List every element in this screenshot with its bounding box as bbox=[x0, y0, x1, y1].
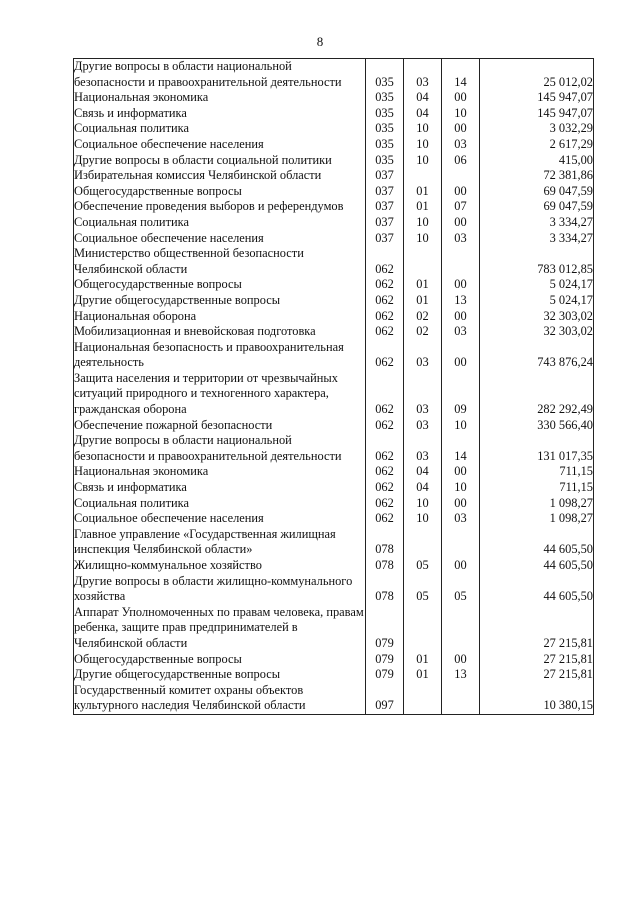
row-amount: 3 032,29 bbox=[480, 121, 594, 137]
row-amount: 711,15 bbox=[480, 464, 594, 480]
row-name: Социальная политика bbox=[74, 215, 366, 231]
table-row bbox=[74, 480, 594, 496]
row-code: 078 bbox=[366, 574, 404, 605]
row-amount: 69 047,59 bbox=[480, 199, 594, 215]
row-code: 062 bbox=[366, 371, 404, 418]
row-amount: 72 381,86 bbox=[480, 168, 594, 184]
row-section: 02 bbox=[404, 309, 442, 325]
row-subsection: 13 bbox=[442, 667, 480, 683]
row-amount: 32 303,02 bbox=[480, 309, 594, 325]
row-name: Национальная безопасность и правоохранительная деятельность bbox=[74, 340, 366, 371]
row-subsection bbox=[442, 605, 480, 652]
row-subsection: 00 bbox=[442, 340, 480, 371]
row-section bbox=[404, 168, 442, 184]
row-name: Аппарат Уполномоченных по правам человека, правам ребенка, защите прав предпринимателей в Челябинской области bbox=[74, 604, 364, 650]
row-name: Национальная экономика bbox=[74, 90, 366, 106]
row-amount: 1 098,27 bbox=[480, 496, 594, 512]
row-subsection: 03 bbox=[442, 231, 480, 247]
table-row bbox=[74, 121, 594, 137]
row-amount: 2 617,29 bbox=[480, 137, 594, 153]
row-subsection: 14 bbox=[442, 433, 480, 464]
row-section: 03 bbox=[404, 59, 442, 91]
row-code: 062 bbox=[366, 309, 404, 325]
row-amount: 3 334,27 bbox=[480, 215, 594, 231]
table-row bbox=[74, 371, 594, 418]
row-name: Социальная политика bbox=[74, 496, 366, 512]
row-section: 05 bbox=[404, 558, 442, 574]
table-row bbox=[74, 59, 594, 91]
row-subsection: 00 bbox=[442, 121, 480, 137]
row-amount: 10 380,15 bbox=[480, 683, 594, 715]
table-row bbox=[74, 293, 594, 309]
row-section: 04 bbox=[404, 480, 442, 496]
row-code: 079 bbox=[366, 652, 404, 668]
row-amount: 3 334,27 bbox=[480, 231, 594, 247]
row-code: 037 bbox=[366, 231, 404, 247]
table-row bbox=[74, 168, 594, 184]
row-name: Другие вопросы в области жилищно-коммунального хозяйства bbox=[74, 574, 366, 605]
row-subsection bbox=[442, 527, 480, 558]
row-name: Другие общегосударственные вопросы bbox=[74, 667, 366, 683]
row-subsection: 10 bbox=[442, 480, 480, 496]
table-row bbox=[74, 137, 594, 153]
row-amount: 5 024,17 bbox=[480, 293, 594, 309]
row-name: Защита населения и территории от чрезвычайных ситуаций природного и техногенного характера, гражданская оборона bbox=[74, 371, 366, 418]
page-number: 8 bbox=[316, 34, 324, 49]
row-name: Социальное обеспечение населения bbox=[74, 231, 366, 247]
row-amount: 27 215,81 bbox=[480, 667, 594, 683]
row-amount: 27 215,81 bbox=[480, 605, 594, 652]
row-subsection: 05 bbox=[442, 574, 480, 605]
row-code: 062 bbox=[366, 293, 404, 309]
row-subsection: 03 bbox=[442, 324, 480, 340]
row-subsection: 00 bbox=[442, 652, 480, 668]
row-subsection: 10 bbox=[442, 418, 480, 434]
row-section: 04 bbox=[404, 106, 442, 122]
row-subsection: 06 bbox=[442, 153, 480, 169]
table-row bbox=[74, 433, 594, 464]
row-amount: 415,00 bbox=[480, 153, 594, 169]
row-amount: 282 292,49 bbox=[480, 371, 594, 418]
row-name: Национальная экономика bbox=[74, 464, 366, 480]
row-amount: 783 012,85 bbox=[480, 246, 594, 277]
row-amount: 44 605,50 bbox=[480, 574, 594, 605]
row-name: Государственный комитет охраны объектов культурного наследия Челябинской области bbox=[74, 683, 366, 715]
row-section bbox=[404, 683, 442, 715]
row-amount: 27 215,81 bbox=[480, 652, 594, 668]
table-row bbox=[74, 527, 594, 558]
row-section: 03 bbox=[404, 433, 442, 464]
row-section bbox=[404, 246, 442, 277]
table-row bbox=[74, 153, 594, 169]
row-name: Министерство общественной безопасности Челябинской области bbox=[74, 246, 366, 277]
row-section bbox=[404, 527, 442, 558]
table-row bbox=[74, 511, 594, 527]
table-row bbox=[74, 574, 594, 605]
row-section: 01 bbox=[404, 667, 442, 683]
row-subsection: 00 bbox=[442, 309, 480, 325]
row-subsection: 00 bbox=[442, 90, 480, 106]
row-code: 097 bbox=[366, 683, 404, 715]
row-subsection bbox=[442, 246, 480, 277]
row-section: 01 bbox=[404, 652, 442, 668]
row-name: Социальное обеспечение населения bbox=[74, 511, 366, 527]
row-section: 10 bbox=[404, 153, 442, 169]
row-subsection: 10 bbox=[442, 106, 480, 122]
row-amount: 330 566,40 bbox=[480, 418, 594, 434]
row-code: 078 bbox=[366, 527, 404, 558]
row-amount: 131 017,35 bbox=[480, 433, 594, 464]
row-subsection: 07 bbox=[442, 199, 480, 215]
row-name: Другие вопросы в области национальной безопасности и правоохранительной деятельности bbox=[74, 433, 366, 464]
row-code: 079 bbox=[366, 605, 404, 652]
table-row bbox=[74, 90, 594, 106]
row-code: 037 bbox=[366, 184, 404, 200]
row-name: Избирательная комиссия Челябинской области bbox=[74, 168, 366, 184]
row-amount: 1 098,27 bbox=[480, 511, 594, 527]
row-name: Другие вопросы в области социальной политики bbox=[74, 153, 366, 169]
row-section: 10 bbox=[404, 511, 442, 527]
table-row bbox=[74, 199, 594, 215]
row-subsection: 14 bbox=[442, 59, 480, 91]
row-subsection bbox=[442, 168, 480, 184]
row-amount: 25 012,02 bbox=[480, 59, 594, 91]
row-code: 062 bbox=[366, 277, 404, 293]
row-name: Социальная политика bbox=[74, 121, 366, 137]
row-name: Другие общегосударственные вопросы bbox=[74, 293, 366, 309]
row-name: Общегосударственные вопросы bbox=[74, 652, 366, 668]
row-name: Национальная оборона bbox=[74, 309, 366, 325]
table-row bbox=[74, 418, 594, 434]
row-subsection: 00 bbox=[442, 558, 480, 574]
table-row bbox=[74, 652, 594, 668]
row-code: 062 bbox=[366, 511, 404, 527]
row-code: 062 bbox=[366, 246, 404, 277]
row-name: Другие вопросы в области национальной безопасности и правоохранительной деятельности bbox=[74, 59, 366, 91]
row-amount: 743 876,24 bbox=[480, 340, 594, 371]
row-code: 035 bbox=[366, 106, 404, 122]
row-section: 10 bbox=[404, 215, 442, 231]
table-row bbox=[74, 184, 594, 200]
row-section bbox=[404, 605, 442, 652]
row-code: 035 bbox=[366, 153, 404, 169]
row-section: 03 bbox=[404, 340, 442, 371]
row-name: Общегосударственные вопросы bbox=[74, 277, 366, 293]
row-section: 10 bbox=[404, 496, 442, 512]
row-code: 037 bbox=[366, 168, 404, 184]
row-name: Обеспечение пожарной безопасности bbox=[74, 418, 366, 434]
row-code: 062 bbox=[366, 433, 404, 464]
row-subsection: 00 bbox=[442, 464, 480, 480]
row-name: Жилищно-коммунальное хозяйство bbox=[74, 558, 366, 574]
row-subsection: 00 bbox=[442, 215, 480, 231]
row-code: 035 bbox=[366, 59, 404, 91]
row-subsection: 00 bbox=[442, 277, 480, 293]
row-amount: 145 947,07 bbox=[480, 90, 594, 106]
table-row bbox=[74, 667, 594, 683]
row-name: Мобилизационная и вневойсковая подготовка bbox=[74, 324, 366, 340]
table-row bbox=[74, 246, 594, 277]
row-code: 037 bbox=[366, 215, 404, 231]
row-amount: 711,15 bbox=[480, 480, 594, 496]
row-code: 062 bbox=[366, 418, 404, 434]
row-name: Обеспечение проведения выборов и референдумов bbox=[74, 199, 366, 215]
row-amount: 145 947,07 bbox=[480, 106, 594, 122]
row-section: 10 bbox=[404, 231, 442, 247]
row-subsection: 09 bbox=[442, 371, 480, 418]
row-name: Общегосударственные вопросы bbox=[74, 184, 366, 200]
row-section: 04 bbox=[404, 464, 442, 480]
row-name: Связь и информатика bbox=[74, 480, 366, 496]
row-subsection: 03 bbox=[442, 137, 480, 153]
row-subsection: 00 bbox=[442, 184, 480, 200]
row-subsection: 00 bbox=[442, 496, 480, 512]
row-section: 10 bbox=[404, 137, 442, 153]
row-code: 062 bbox=[366, 480, 404, 496]
budget-table-body bbox=[74, 59, 594, 715]
row-code: 062 bbox=[366, 496, 404, 512]
table-row bbox=[74, 683, 594, 715]
table-row bbox=[74, 106, 594, 122]
table-row bbox=[74, 215, 594, 231]
row-code: 062 bbox=[366, 324, 404, 340]
row-code: 035 bbox=[366, 137, 404, 153]
row-section: 05 bbox=[404, 574, 442, 605]
row-name: Социальное обеспечение населения bbox=[74, 137, 366, 153]
row-subsection: 13 bbox=[442, 293, 480, 309]
table-row bbox=[74, 464, 594, 480]
row-amount: 69 047,59 bbox=[480, 184, 594, 200]
table-row bbox=[74, 277, 594, 293]
row-subsection bbox=[442, 683, 480, 715]
table-row bbox=[74, 309, 594, 325]
row-section: 01 bbox=[404, 277, 442, 293]
row-amount: 44 605,50 bbox=[480, 558, 594, 574]
row-section: 03 bbox=[404, 371, 442, 418]
table-row bbox=[74, 340, 594, 371]
row-code: 079 bbox=[366, 667, 404, 683]
row-code: 035 bbox=[366, 90, 404, 106]
table-row bbox=[74, 231, 594, 247]
row-name: Связь и информатика bbox=[74, 106, 366, 122]
row-code: 078 bbox=[366, 558, 404, 574]
row-subsection: 03 bbox=[442, 511, 480, 527]
row-code: 062 bbox=[366, 340, 404, 371]
row-section: 02 bbox=[404, 324, 442, 340]
table-row bbox=[74, 324, 594, 340]
row-section: 03 bbox=[404, 418, 442, 434]
row-section: 01 bbox=[404, 184, 442, 200]
row-amount: 44 605,50 bbox=[480, 527, 594, 558]
table-row bbox=[74, 605, 594, 652]
row-section: 04 bbox=[404, 90, 442, 106]
budget-table bbox=[73, 58, 594, 715]
row-code: 037 bbox=[366, 199, 404, 215]
row-code: 062 bbox=[366, 464, 404, 480]
row-amount: 32 303,02 bbox=[480, 324, 594, 340]
table-row bbox=[74, 496, 594, 512]
row-section: 01 bbox=[404, 199, 442, 215]
row-amount: 5 024,17 bbox=[480, 277, 594, 293]
row-code: 035 bbox=[366, 121, 404, 137]
row-section: 01 bbox=[404, 293, 442, 309]
table-row bbox=[74, 558, 594, 574]
row-section: 10 bbox=[404, 121, 442, 137]
row-name: Главное управление «Государственная жилищная инспекция Челябинской области» bbox=[74, 527, 366, 558]
